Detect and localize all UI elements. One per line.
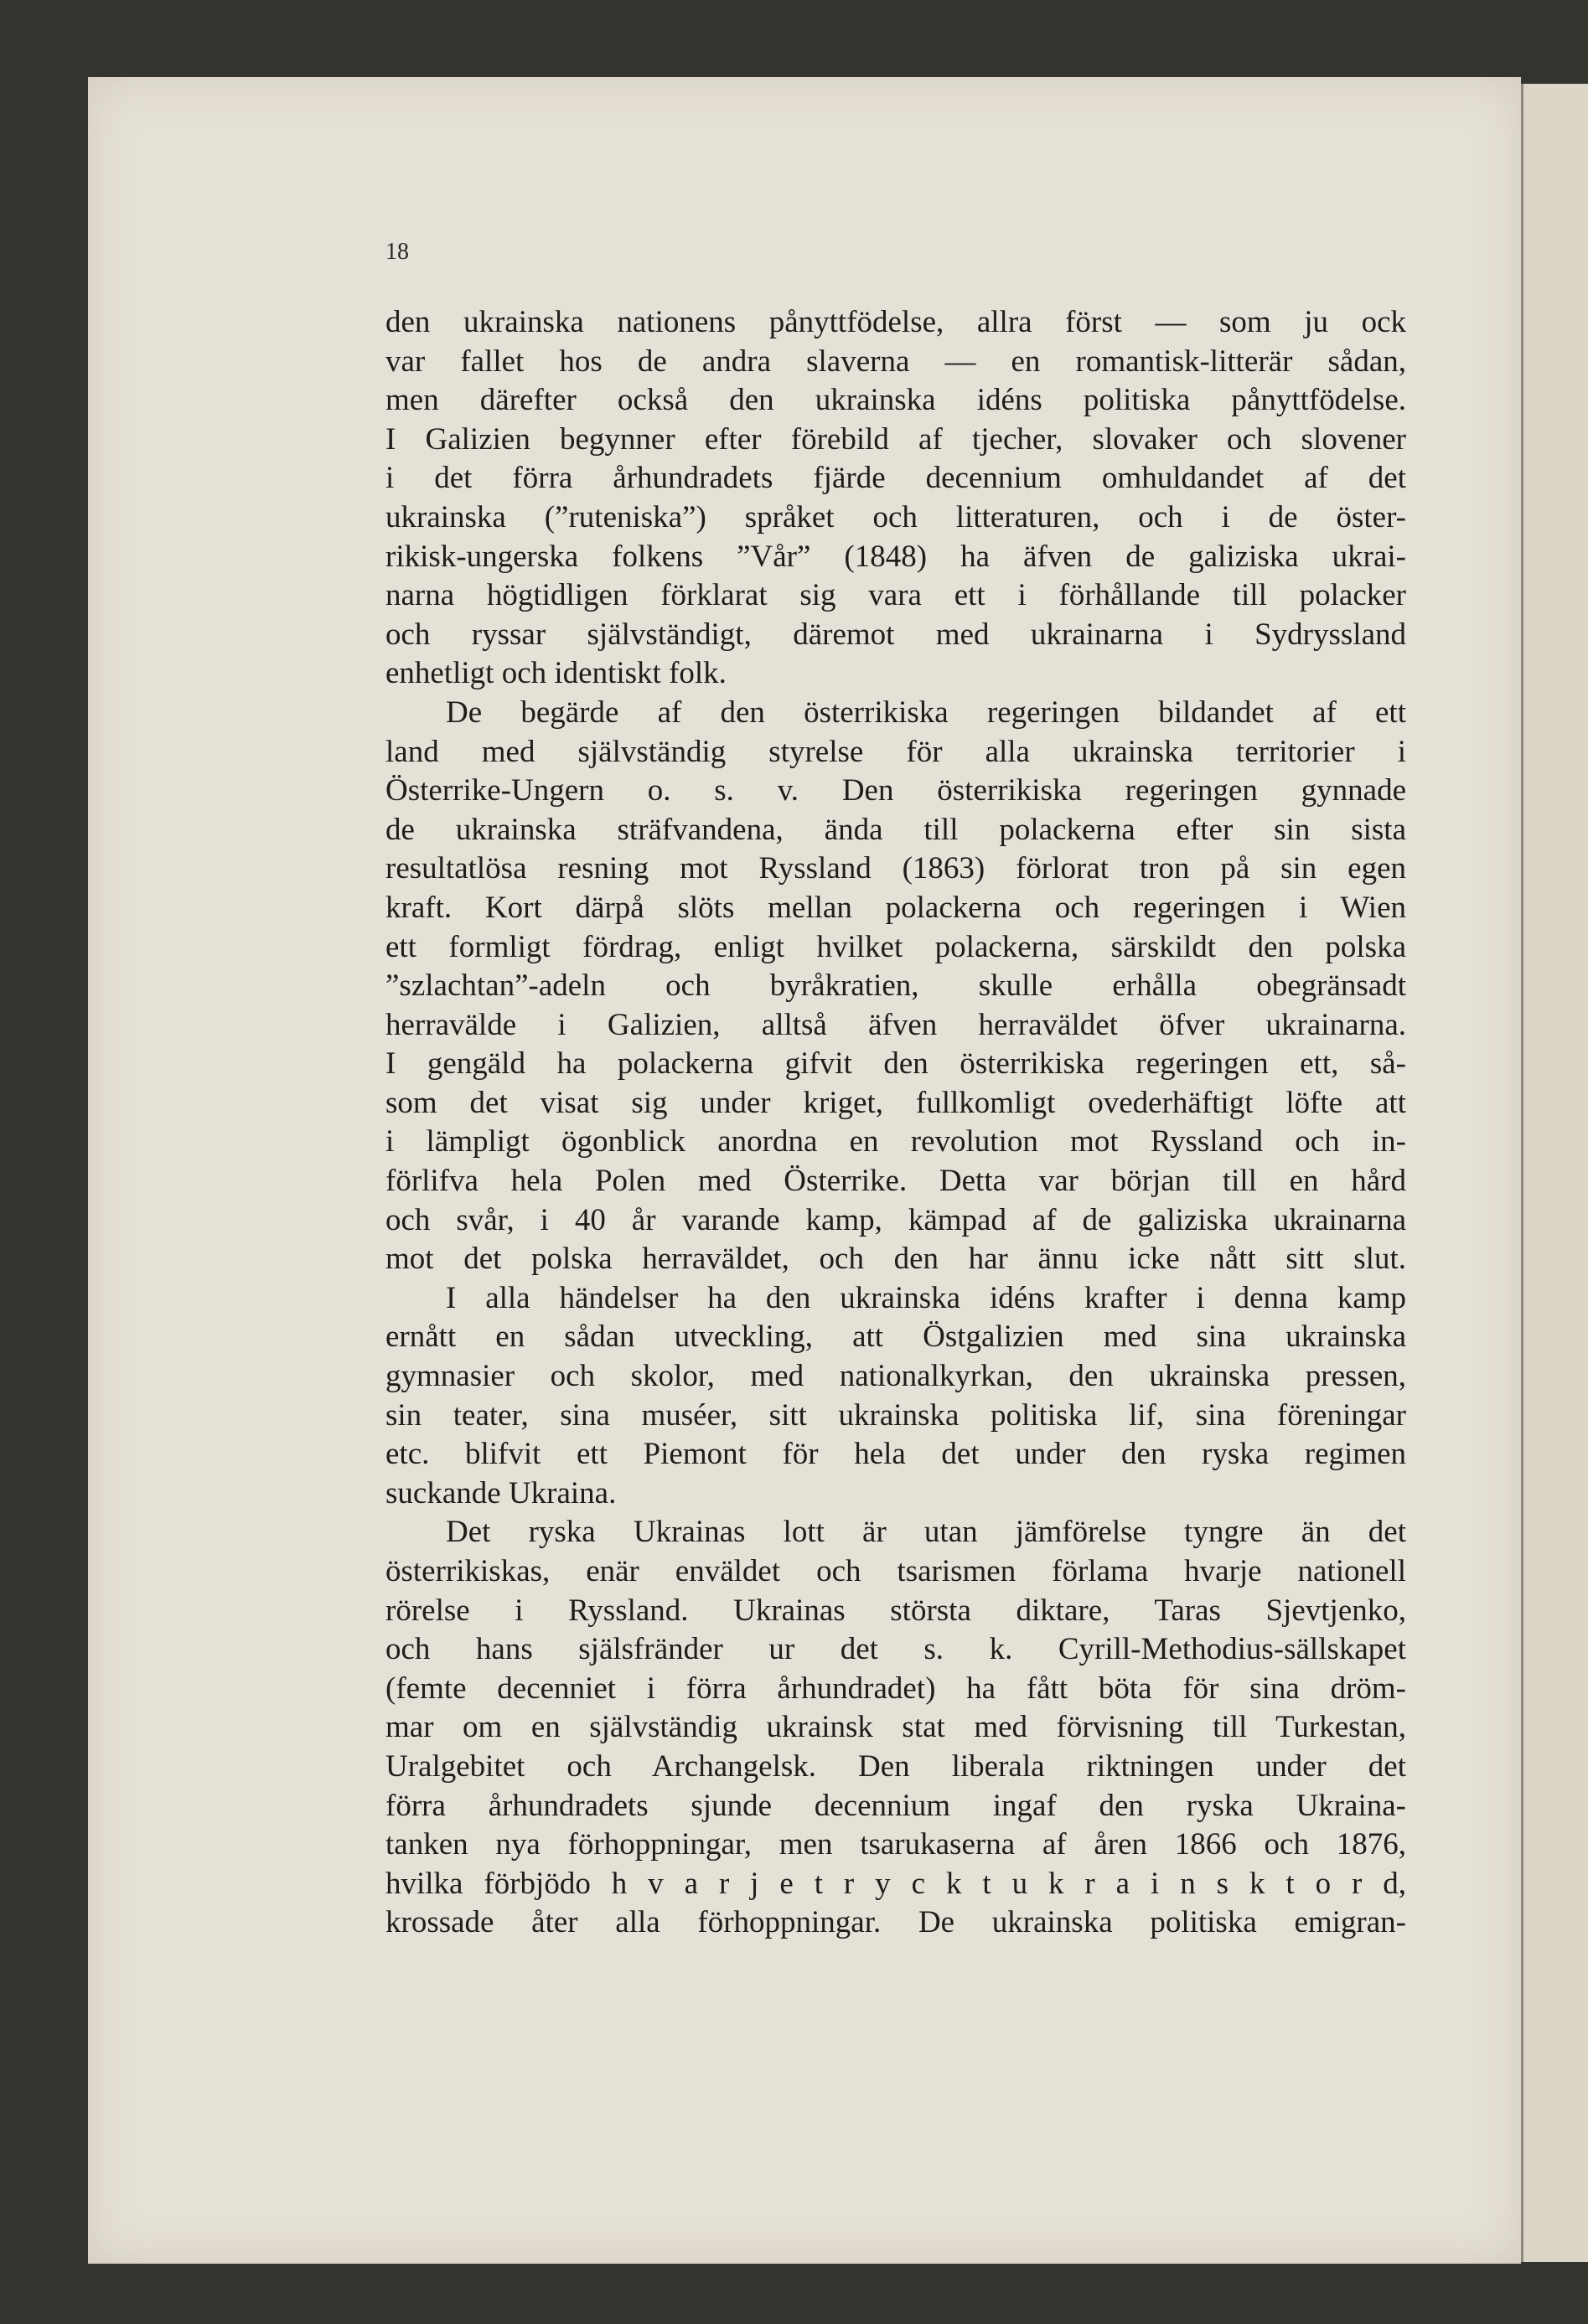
text-line: österrikiskas, enär enväldet och tsarismen förlama hvarje nationell: [385, 1554, 1406, 1588]
text-line: hvilka förbjödo h v a r j e t r y c k t u k r a i n s k t o r d,: [385, 1866, 1406, 1901]
text-line: och ryssar självständigt, däremot med ukrainarna i Sydryssland: [385, 617, 1406, 652]
text-line: sin teater, sina muséer, sitt ukrainska politiska lif, sina föreningar: [385, 1397, 1406, 1433]
text-line: ”szlachtan”-adeln och byråkratien, skulle erhålla obegränsadt: [385, 968, 1406, 1004]
text-line: gymnasier och skolor, med nationalkyrkan, den ukrainska pressen,: [385, 1359, 1406, 1394]
text-line: som det visat sig under kriget, fullkomligt ovederhäftigt löfte att: [385, 1085, 1406, 1120]
text-line: resultatlösa resning mot Ryssland (1863) förlorat tron på sin egen: [385, 851, 1406, 886]
facing-page-edge: [1521, 84, 1588, 2262]
text-line: var fallet hos de andra slaverna — en romantisk-litterär sådan,: [385, 343, 1406, 379]
text-line: Det ryska Ukrainas lott är utan jämförelse tyngre än det: [446, 1515, 1406, 1550]
text-line: ukrainska (”ruteniska”) språket och litteraturen, och i de öster-: [385, 499, 1406, 535]
text-line: de ukrainska sträfvandena, ända till polackerna efter sin sista: [385, 812, 1406, 847]
text-line: land med självständig styrelse för alla ukrainska territorier i: [385, 734, 1406, 769]
body-text: [385, 303, 1406, 1943]
text-line: enhetligt och identiskt folk.: [385, 656, 727, 691]
text-line: rikisk-ungerska folkens ”Vår” (1848) ha äfven de galiziska ukrai-: [385, 539, 1406, 574]
text-line: tanken nya förhoppningar, men tsarukaserna af åren 1866 och 1876,: [385, 1827, 1406, 1862]
text-line: I Galizien begynner efter förebild af tjecher, slovaker och slovener: [385, 421, 1406, 457]
text-line: i det förra århundradets fjärde decennium omhuldandet af det: [385, 461, 1406, 496]
text-line: Österrike-Ungern o. s. v. Den österrikiska regeringen gynnade: [385, 773, 1406, 808]
text-line: den ukrainska nationens pånyttfödelse, allra först — som ju ock: [385, 305, 1406, 339]
text-line: förra århundradets sjunde decennium ingaf den ryska Ukraina-: [385, 1788, 1406, 1823]
text-line: ernått en sådan utveckling, att Östgalizien med sina ukrainska: [385, 1320, 1406, 1355]
text-line: herravälde i Galizien, alltså äfven herraväldet öfver ukrainarna.: [385, 1007, 1406, 1042]
text-line: narna högtidligen förklarat sig vara ett i förhållande till polacker: [385, 578, 1406, 613]
text-line: I gengäld ha polackerna gifvit den österrikiska regeringen ett, så-: [385, 1046, 1406, 1082]
text-line: mot det polska herraväldet, och den har ännu icke nått sitt slut.: [385, 1242, 1406, 1277]
text-line: mar om en självständig ukrainsk stat med förvisning till Turkestan,: [385, 1710, 1406, 1745]
text-line: och hans själsfränder ur det s. k. Cyrill-Methodius-sällskapet: [385, 1632, 1406, 1667]
text-line: krossade åter alla förhoppningar. De ukrainska politiska emigran-: [385, 1905, 1406, 1940]
text-line: Uralgebitet och Archangelsk. Den liberala riktningen under det: [385, 1748, 1406, 1784]
text-line: kraft. Kort därpå slöts mellan polackerna och regeringen i Wien: [385, 890, 1406, 925]
text-line: I alla händelser ha den ukrainska idéns krafter i denna kamp: [446, 1280, 1406, 1315]
text-line: etc. blifvit ett Piemont för hela det under den ryska regimen: [385, 1437, 1406, 1472]
text-line: ett formligt fördrag, enligt hvilket polackerna, särskildt den polska: [385, 929, 1406, 964]
text-line: men därefter också den ukrainska idéns politiska pånyttfödelse.: [385, 383, 1406, 418]
text-line: i lämpligt ögonblick anordna en revolution mot Ryssland och in-: [385, 1124, 1406, 1159]
text-line: suckande Ukraina.: [385, 1475, 617, 1511]
text-line: och svår, i 40 år varande kamp, kämpad af de galiziska ukrainarna: [385, 1202, 1406, 1237]
text-line: De begärde af den österrikiska regeringen bildandet af ett: [446, 695, 1406, 730]
text-line: (femte decenniet i förra århundradet) ha fått böta för sina dröm-: [385, 1671, 1406, 1706]
text-line: rörelse i Ryssland. Ukrainas största diktare, Taras Sjevtjenko,: [385, 1593, 1406, 1628]
text-line: förlifva hela Polen med Österrike. Detta var början till en hård: [385, 1164, 1406, 1199]
page-number: 18: [385, 239, 409, 265]
